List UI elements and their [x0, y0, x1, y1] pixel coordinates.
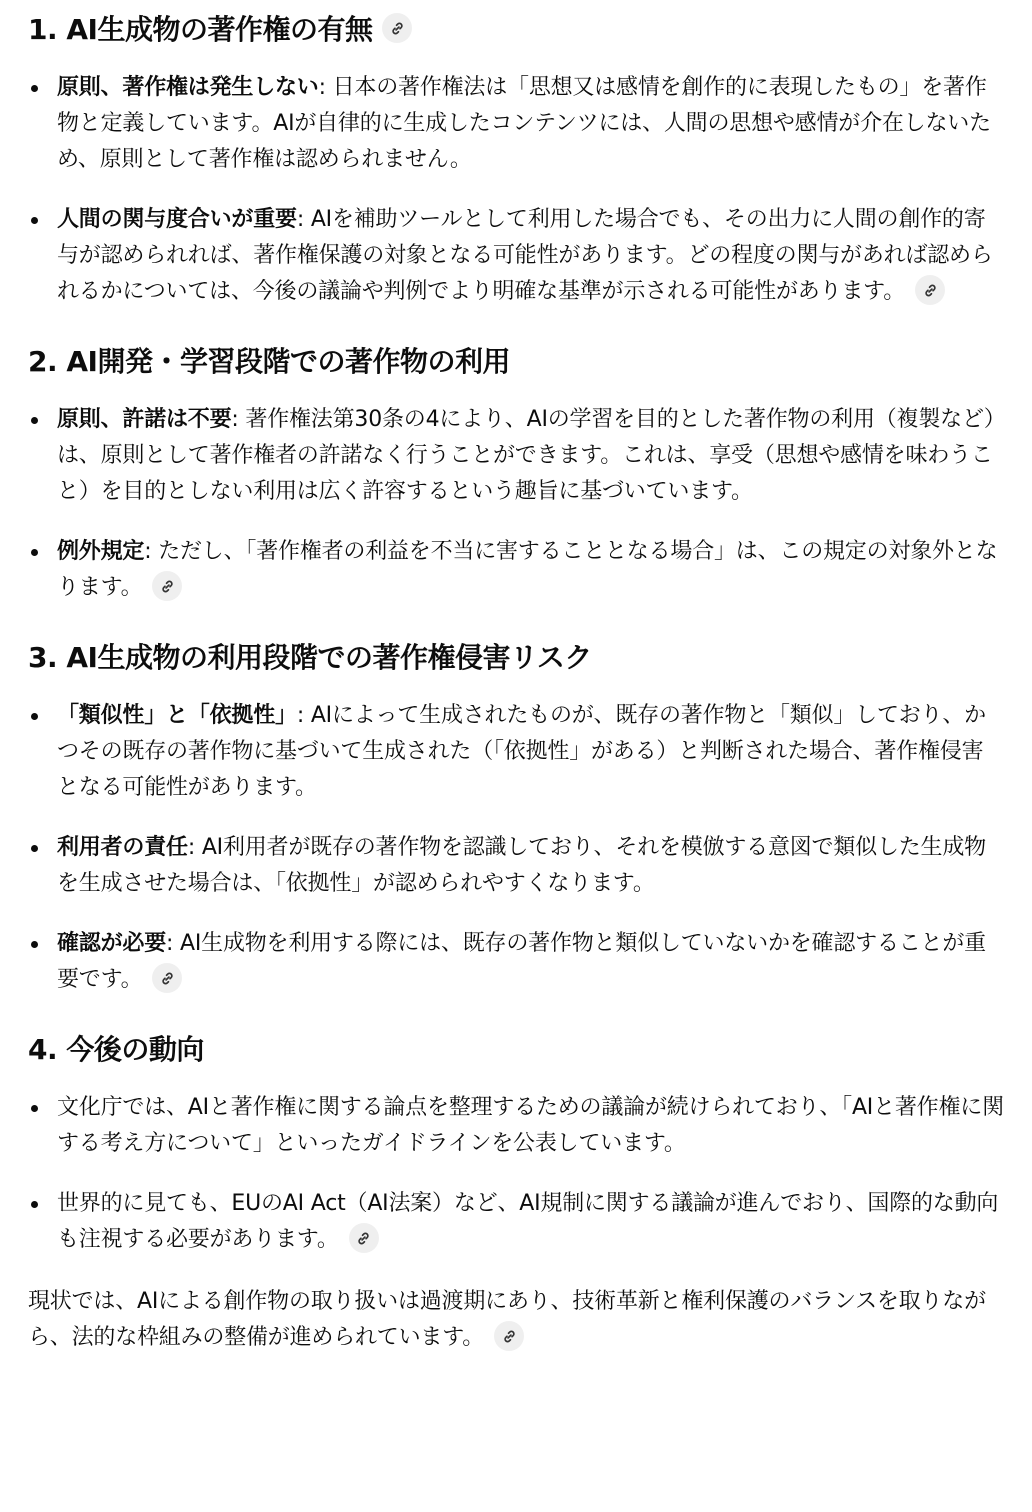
list-item: 例外規定: ただし、「著作権者の利益を不当に害することとなる場合」は、この規定の対象外となります。: [28, 534, 1004, 606]
section-heading: 4. 今後の動向: [28, 1033, 204, 1066]
bullet-list: [28, 1090, 1004, 1258]
bullet-list: [28, 70, 1004, 310]
section-heading: 1. AI生成物の著作権の有無: [28, 8, 1004, 52]
list-item: 確認が必要: AI生成物を利用する際には、既存の著作物と類似していないかを確認することが重要です。: [28, 926, 1004, 998]
link-icon[interactable]: [494, 1321, 524, 1351]
list-item: 「類似性」と「依拠性」: AIによって生成されたものが、既存の著作物と「類似」しており、かつその既存の著作物に基づいて生成された（「依拠性」がある）と判断された場合、著作権侵害となる可能性があります。: [28, 698, 1004, 806]
link-icon[interactable]: [152, 963, 182, 993]
list-item: 文化庁では、AIと著作権に関する論点を整理するための議論が続けられており、「AIと著作権に関する考え方について」といったガイドラインを公表しています。: [28, 1090, 1004, 1162]
section-3: [28, 636, 1004, 998]
list-item: 人間の関与度合いが重要: AIを補助ツールとして利用した場合でも、その出力に人間の創作的寄与が認められれば、著作権保護の対象となる可能性があります。どの程度の関与があれば認められるかについては、今後の議論や判例でより明確な基準が示される可能性があります。: [28, 202, 1004, 310]
section-heading: 3. AI生成物の利用段階での著作権侵害リスク: [28, 641, 592, 674]
section-2: [28, 340, 1004, 606]
list-item: 利用者の責任: AI利用者が既存の著作物を認識しており、それを模倣する意図で類似した生成物を生成させた場合は、「依拠性」が認められやすくなります。: [28, 830, 1004, 902]
link-icon[interactable]: [382, 13, 412, 43]
link-icon[interactable]: [349, 1223, 379, 1253]
link-icon[interactable]: [915, 275, 945, 305]
list-item: 原則、許諾は不要: 著作権法第30条の4により、AIの学習を目的とした著作物の利用（複製など）は、原則として著作権者の許諾なく行うことができます。これは、享受（思想や感情を味わうこと）を目的としない利用は広く許容するという趣旨に基づいています。: [28, 402, 1004, 510]
list-item: 世界的に見ても、EUのAI Act（AI法案）など、AI規制に関する議論が進んでおり、国際的な動向も注視する必要があります。: [28, 1186, 1004, 1258]
bullet-list: [28, 402, 1004, 606]
link-icon[interactable]: [152, 571, 182, 601]
section-heading: 2. AI開発・学習段階での著作物の利用: [28, 345, 510, 378]
bullet-list: [28, 698, 1004, 998]
closing-paragraph: 現状では、AIによる創作物の取り扱いは過渡期にあり、技術革新と権利保護のバランスを取りながら、法的な枠組みの整備が進められています。: [28, 1289, 986, 1350]
section-4: [28, 1028, 1004, 1258]
section-1: [28, 8, 1004, 310]
list-item: 原則、著作権は発生しない: 日本の著作権法は「思想又は感情を創作的に表現したもの」を著作物と定義しています。AIが自律的に生成したコンテンツには、人間の思想や感情が介在しないため、原則として著作権は認められません。: [28, 70, 1004, 178]
